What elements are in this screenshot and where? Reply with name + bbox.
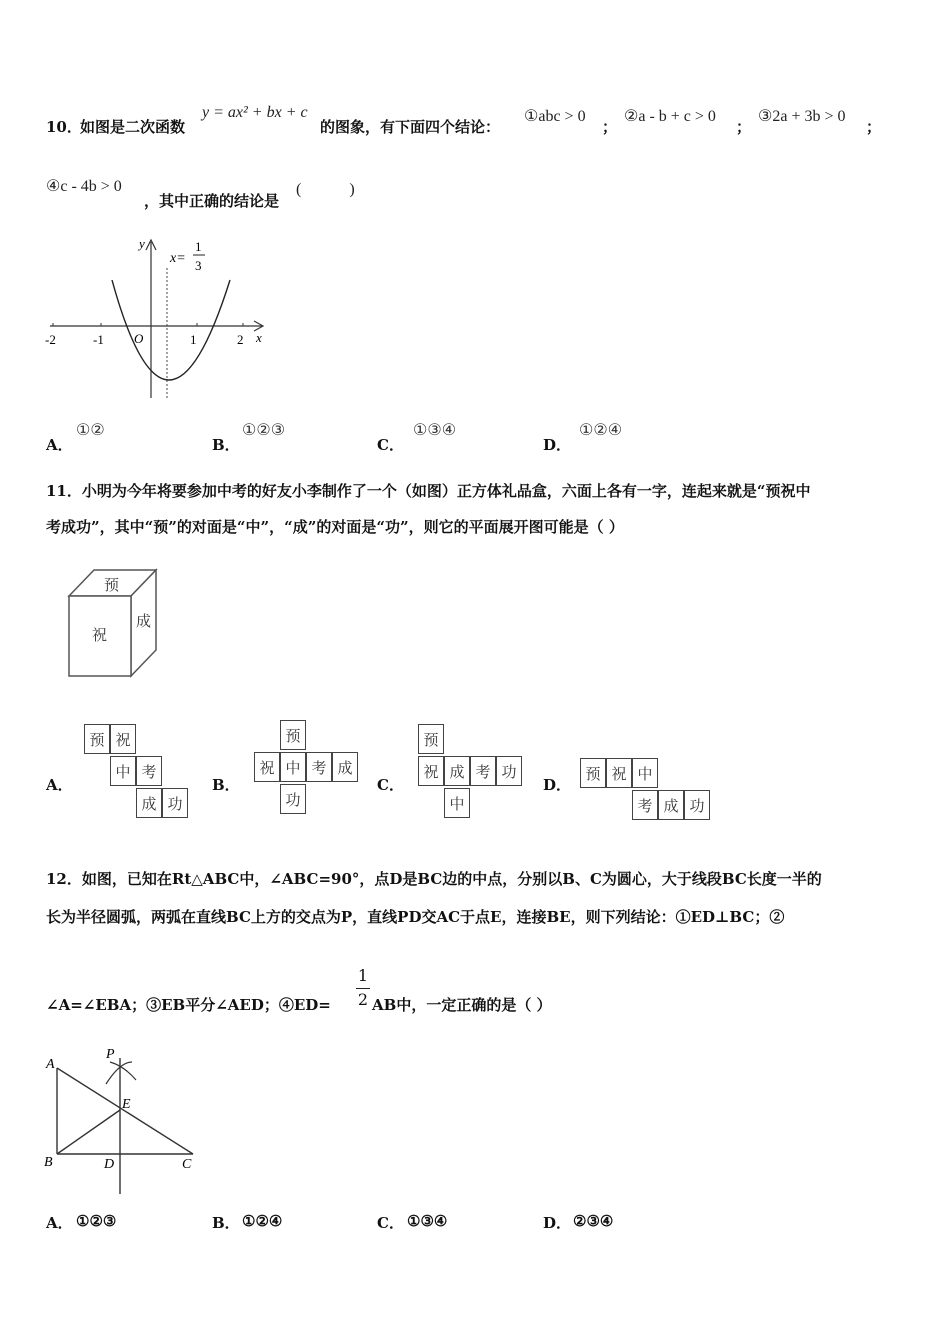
fraction-denominator: 3 bbox=[195, 258, 202, 273]
net-cell: 祝 bbox=[418, 756, 444, 786]
q12-fraction-denominator: 2 bbox=[357, 990, 369, 1009]
q12-option-c-value[interactable]: ①③④ bbox=[407, 1212, 448, 1230]
segment-be bbox=[57, 1110, 120, 1154]
q12-triangle-figure bbox=[40, 1044, 210, 1200]
label-d: D bbox=[104, 1157, 115, 1172]
q12-text-line-1: 12．如图，已知在Rt△ABC中，∠ABC=90°，点D是BC边的中点，分别以B、C为圆心，大于线段BC长度一半的 bbox=[46, 870, 822, 888]
q12-option-b-value[interactable]: ①②④ bbox=[242, 1212, 283, 1230]
net-cell: 功 bbox=[162, 788, 188, 818]
net-cell: 功 bbox=[496, 756, 522, 786]
q10-conclusion-1: ①abc > 0 bbox=[524, 108, 586, 125]
net-cell: 功 bbox=[684, 790, 710, 820]
q12-option-a-value[interactable]: ①②③ bbox=[76, 1212, 117, 1230]
q10-option-b-value[interactable]: ①②③ bbox=[242, 422, 286, 439]
net-cell: 考 bbox=[470, 756, 496, 786]
net-cell: 中 bbox=[444, 788, 470, 818]
net-cell: 预 bbox=[84, 724, 110, 754]
tick-label: 2 bbox=[237, 332, 244, 347]
fraction-numerator: 1 bbox=[195, 239, 202, 254]
symmetry-axis-label: x= bbox=[170, 251, 186, 266]
q10-option-a-value[interactable]: ①② bbox=[76, 422, 105, 439]
q10-tail: ，其中正确的结论是 bbox=[144, 192, 280, 210]
net-cell: 祝 bbox=[110, 724, 136, 754]
net-cell: 考 bbox=[632, 790, 658, 820]
net-cell: 成 bbox=[658, 790, 684, 820]
q10-sep-1: ； bbox=[602, 118, 618, 136]
q10-number: 10． bbox=[46, 118, 82, 136]
q10-option-d-value[interactable]: ①②④ bbox=[579, 422, 623, 439]
q11-text-line-1: 11．小明为今年将要参加中考的好友小李制作了一个（如图）正方体礼品盒，六面上各有一字，连起来就是“预祝中 bbox=[46, 482, 811, 500]
q12-option-c-letter[interactable]: C． bbox=[377, 1214, 404, 1232]
net-cell: 祝 bbox=[606, 758, 632, 788]
net-cell: 考 bbox=[306, 752, 332, 782]
q10-option-c-value[interactable]: ①③④ bbox=[413, 422, 457, 439]
q10-option-c-letter[interactable]: C． bbox=[377, 436, 404, 454]
label-p: P bbox=[106, 1047, 115, 1062]
net-cell: 预 bbox=[418, 724, 444, 754]
q12-option-b-letter[interactable]: B． bbox=[212, 1214, 240, 1232]
tick-label: -2 bbox=[45, 332, 56, 347]
q10-conclusion-2: ②a - b + c > 0 bbox=[624, 108, 716, 125]
net-cell: 中 bbox=[632, 758, 658, 788]
cube-side-char: 成 bbox=[136, 614, 152, 630]
q10-conclusion-4: ④c - 4b > 0 bbox=[46, 178, 122, 195]
q11-text-line-2: 考成功”，其中“预”的对面是“中”，“成”的对面是“功”，则它的平面展开图可能是（ ） bbox=[46, 518, 624, 536]
q10-option-d-letter[interactable]: D． bbox=[543, 436, 572, 454]
net-cell: 成 bbox=[136, 788, 162, 818]
net-cell: 功 bbox=[280, 784, 306, 814]
q11-option-d-letter[interactable]: D． bbox=[543, 776, 572, 794]
q12-text-line-2: 长为半径圆弧，两弧在直线BC上方的交点为P，直线PD交AC于点E，连接BE，则下列结论：①ED⊥BC；② bbox=[46, 908, 785, 926]
q10-sep-3: ； bbox=[866, 118, 882, 136]
q10-function: y = ax² + bx + c bbox=[202, 104, 308, 121]
q10-option-b-letter[interactable]: B． bbox=[212, 436, 240, 454]
net-cell: 祝 bbox=[254, 752, 280, 782]
x-axis-label: x bbox=[256, 330, 262, 345]
q10-answer-paren: ( ) bbox=[296, 181, 355, 198]
net-cell: 成 bbox=[444, 756, 470, 786]
q12-option-a-letter[interactable]: A． bbox=[46, 1214, 73, 1232]
q11-option-c-letter[interactable]: C． bbox=[377, 776, 404, 794]
q10-conclusion-3: ③2a + 3b > 0 bbox=[758, 108, 846, 125]
tick-label: 1 bbox=[190, 332, 197, 347]
q11-option-b-letter[interactable]: B． bbox=[212, 776, 240, 794]
net-cell: 中 bbox=[280, 752, 306, 782]
q10-sep-2: ； bbox=[736, 118, 752, 136]
q10-mid: 的图象，有下面四个结论： bbox=[320, 118, 501, 136]
origin-label: O bbox=[134, 331, 144, 346]
q10-intro: 如图是二次函数 bbox=[80, 118, 186, 136]
net-cell: 预 bbox=[280, 720, 306, 750]
net-cell: 成 bbox=[332, 752, 358, 782]
parabola-curve bbox=[112, 280, 230, 380]
cube-top-char: 预 bbox=[104, 578, 120, 594]
q12-option-d-letter[interactable]: D． bbox=[543, 1214, 572, 1232]
cube-front-char: 祝 bbox=[92, 628, 108, 644]
label-a: A bbox=[46, 1057, 55, 1072]
q12-fraction-numerator: 1 bbox=[357, 966, 369, 985]
y-axis-label: y bbox=[139, 236, 145, 251]
q12-fraction-bar bbox=[356, 988, 370, 989]
net-cell: 考 bbox=[136, 756, 162, 786]
q10-option-a-letter[interactable]: A． bbox=[46, 436, 73, 454]
label-e: E bbox=[122, 1097, 131, 1112]
q11-option-a-letter[interactable]: A． bbox=[46, 776, 73, 794]
label-b: B bbox=[44, 1155, 53, 1170]
q10-parabola-graph bbox=[40, 228, 280, 406]
q12-text-line-3-start: ∠A=∠EBA；③EB平分∠AED；④ED= bbox=[46, 996, 331, 1014]
q11-cube-figure bbox=[64, 566, 164, 680]
net-cell: 预 bbox=[580, 758, 606, 788]
q12-option-d-value[interactable]: ②③④ bbox=[573, 1212, 614, 1230]
q12-text-line-3-end: AB中，一定正确的是（ ） bbox=[372, 996, 552, 1014]
net-cell: 中 bbox=[110, 756, 136, 786]
tick-label: -1 bbox=[93, 332, 104, 347]
label-c: C bbox=[182, 1157, 192, 1172]
